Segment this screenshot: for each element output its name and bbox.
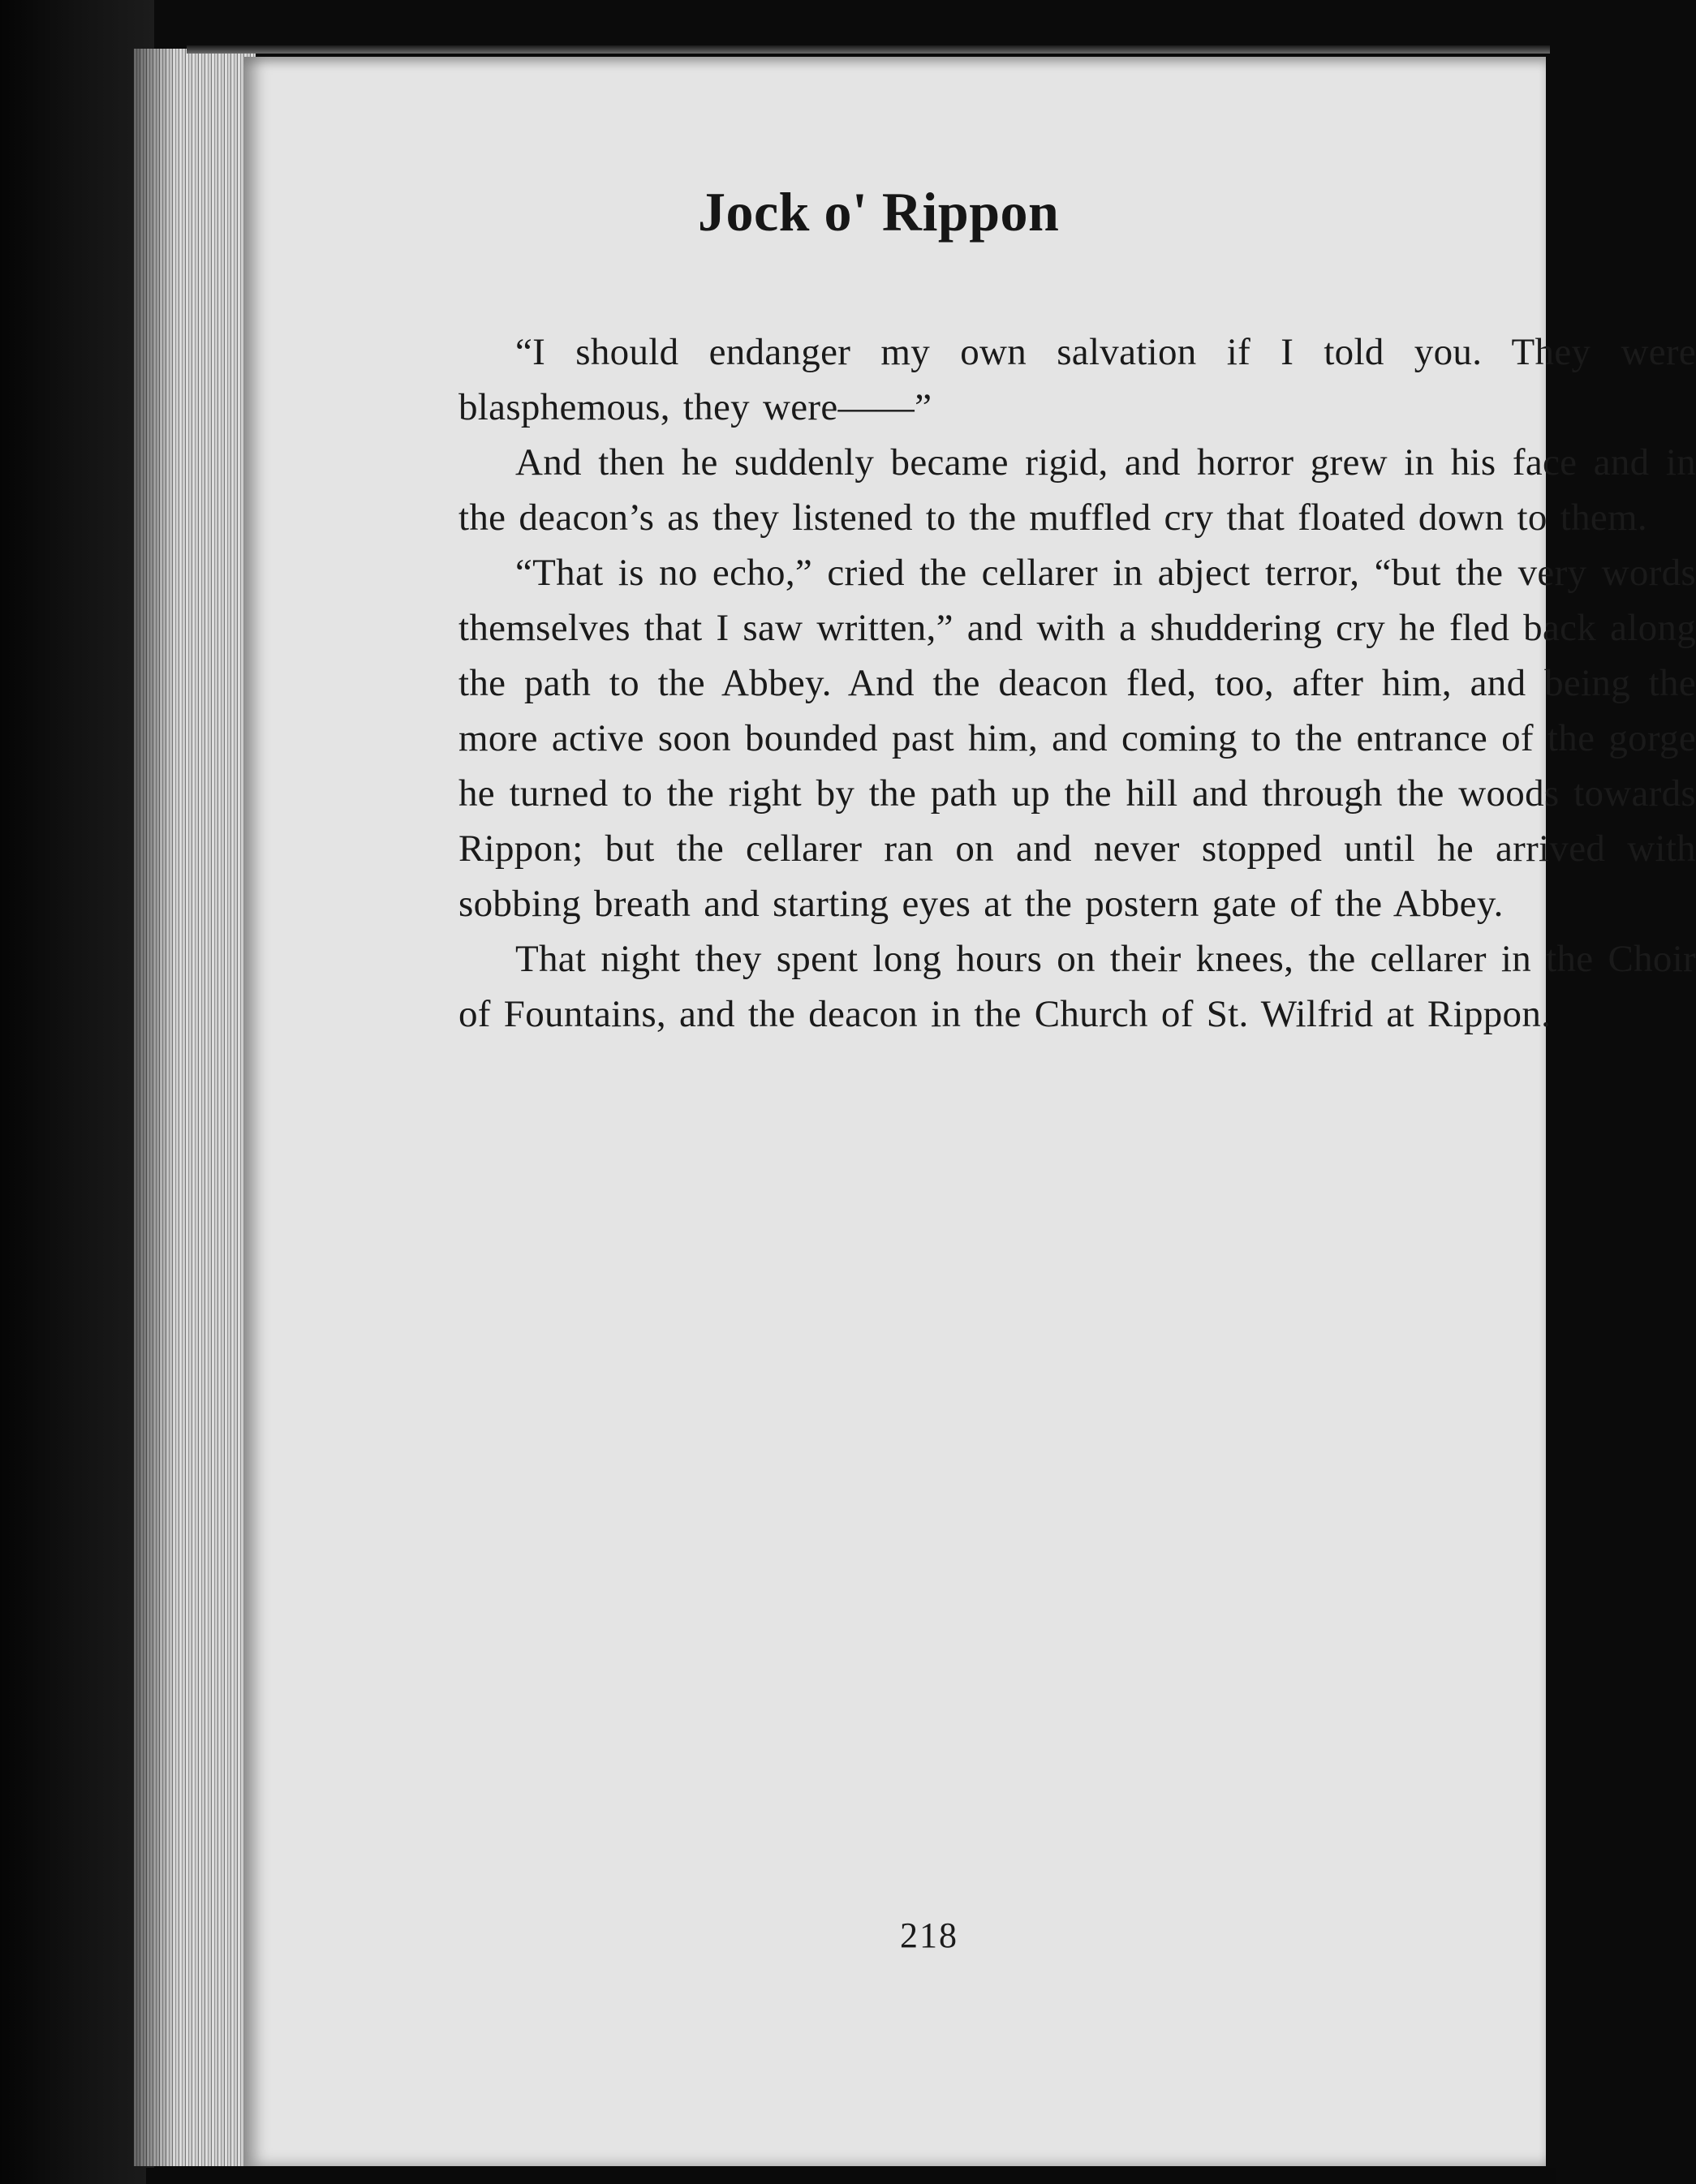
- bottom-shadow: [146, 2168, 1556, 2184]
- paragraph: That night they spent long hours on their knees, the cellarer in the Choir of Fountains, and the deacon in the Church of St. Wilfrid at Rippon.: [458, 938, 1696, 1035]
- body-text: [458, 325, 1696, 1042]
- running-head: Jock o' Rippon: [698, 181, 1060, 243]
- book-spine-shadow: [0, 0, 154, 2184]
- page-edges: [134, 49, 256, 2166]
- paragraph: “I should endanger my own salvation if I told you. They were blasphemous, they were——”: [458, 331, 1696, 428]
- book-page: [243, 57, 1696, 2166]
- paragraph: “That is no echo,” cried the cellarer in abject terror, “but the very words themselves that I saw written,” and with a shuddering cry he fled back along the path to the Abbey. And the deacon fled, too, after him, and being the more active soon bounded past him, and coming to the entrance of the gorge he turned to the right by the path up the hill and through the woods towards Rippon; but the cellarer ran on and never stopped until he arrived with sobbing breath and starting eyes at the postern gate of the Abbey.: [458, 552, 1696, 925]
- paragraph: And then he suddenly became rigid, and horror grew in his face and in the deacon’s as they listened to the muffled cry that floated down to them.: [458, 441, 1696, 539]
- page-top-edge: [187, 45, 1550, 54]
- page-number: 218: [900, 1915, 958, 1955]
